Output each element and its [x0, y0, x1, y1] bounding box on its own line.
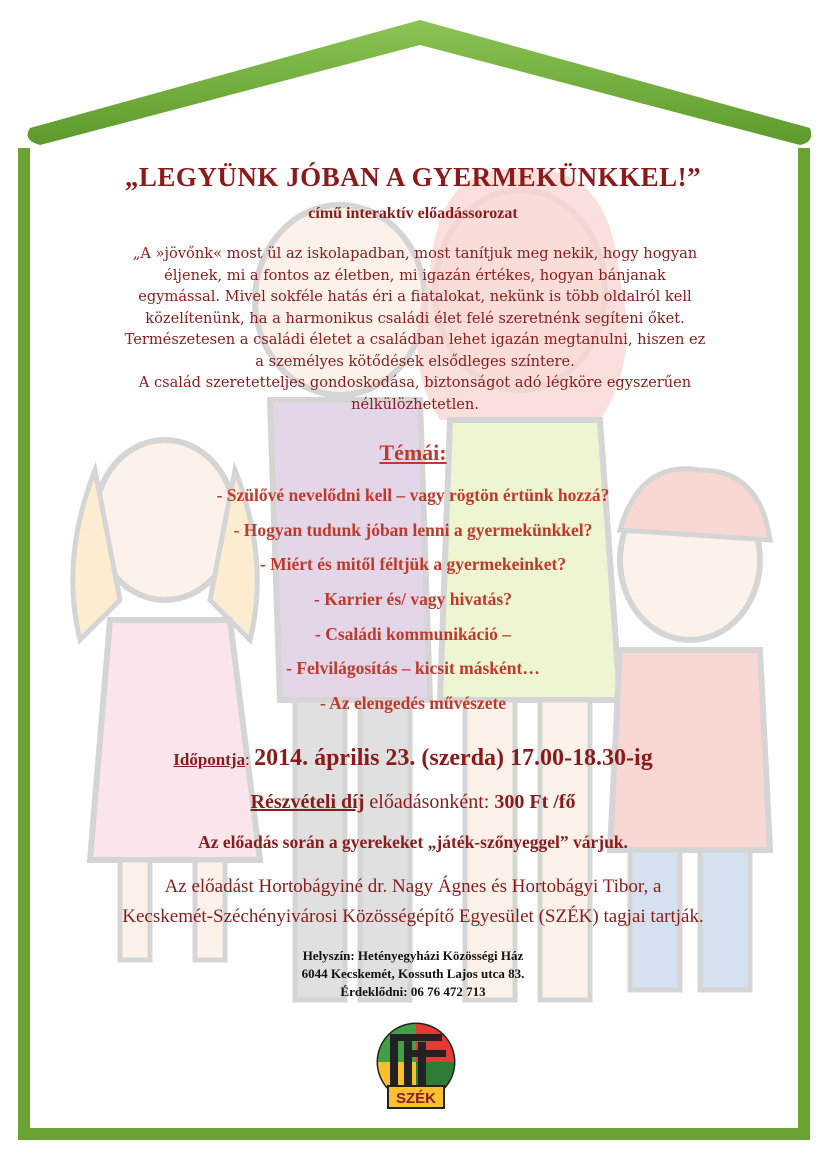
theme-item: - Hogyan tudunk jóban lenni a gyermekünkkel?: [233, 519, 593, 540]
floor: [18, 1128, 810, 1140]
themes-list: [0, 478, 826, 721]
fee-label: Részvételi díj: [250, 791, 365, 813]
date-label: Időpontja: [173, 750, 246, 769]
themes-heading: Témái:: [379, 440, 447, 465]
presenters-line: Kecskemét-Széchényivárosi Közösségépítő Egyesület (SZÉK) tagjai tartják.: [122, 906, 704, 927]
intro-line: a személyes kötődések elsődleges színtere.: [255, 352, 575, 370]
theme-item: - Felvilágosítás – kicsit másként…: [286, 658, 540, 679]
page-title: „LEGYÜNK JÓBAN A GYERMEKÜNKKEL!”: [124, 162, 702, 192]
logo-text: SZÉK: [395, 1090, 437, 1107]
intro-line: Természetesen a családi életet a családban lehet igazán megtanulni, hiszen ez: [124, 331, 706, 348]
theme-item: - Szülővé nevelődni kell – vagy rögtön értünk hozzá?: [216, 485, 610, 505]
date-value: 2014. április 23. (szerda) 17.00-18.30-ig: [254, 745, 653, 771]
subtitle: című interaktív előadássorozat: [308, 205, 518, 222]
fee-line: [0, 791, 826, 814]
szek-logo: [370, 1020, 462, 1112]
presenters-line: Az előadást Hortobágyiné dr. Nagy Ágnes és Hortobágyi Tibor, a: [164, 876, 662, 897]
kids-note: Az előadás során a gyerekeket „játék-szőnyeggel” várjuk.: [198, 832, 628, 852]
intro-line: „A »jövőnk« most ül az iskolapadban, most tanítjuk meg nekik, hogy hogyan: [132, 245, 698, 262]
intro-line: A család szeretetteljes gondoskodása, biztonságot adó légköre egyszerűen: [138, 374, 692, 391]
roof: [28, 20, 812, 145]
fee-text: előadásonként:: [364, 791, 495, 813]
date-line: [0, 745, 826, 772]
intro-paragraph: [70, 243, 760, 415]
theme-item: - Miért és mitől féltjük a gyermekeinket?: [259, 554, 567, 575]
intro-line: nélkülözhetetlen.: [351, 395, 479, 413]
intro-line: éljenek, mi a fontos az életben, mi igazán értékes, hogyan bánjanak: [164, 266, 666, 284]
presenters-paragraph: [0, 872, 826, 932]
intro-line: egymással. Mivel sokféle hatás éri a fiatalokat, nekünk is több oldalról kell: [138, 288, 692, 305]
theme-item: - Az elengedés művészete: [319, 693, 507, 714]
theme-item: - Karrier és/ vagy hivatás?: [314, 589, 512, 610]
venue-info: [0, 947, 826, 1001]
theme-item: - Családi kommunikáció –: [315, 623, 511, 644]
venue-line: Helyszín: Hetényegyházi Közösségi Ház: [302, 948, 524, 963]
date-colon: :: [245, 750, 255, 769]
fee-value: 300 Ft /fő: [494, 791, 576, 813]
intro-line: közelítenünk, ha a harmonikus családi élet felé szeretnénk segíteni őket.: [145, 309, 685, 327]
venue-line: 6044 Kecskemét, Kossuth Lajos utca 83.: [301, 966, 525, 981]
venue-line: Érdeklődni: 06 76 472 713: [340, 984, 486, 999]
